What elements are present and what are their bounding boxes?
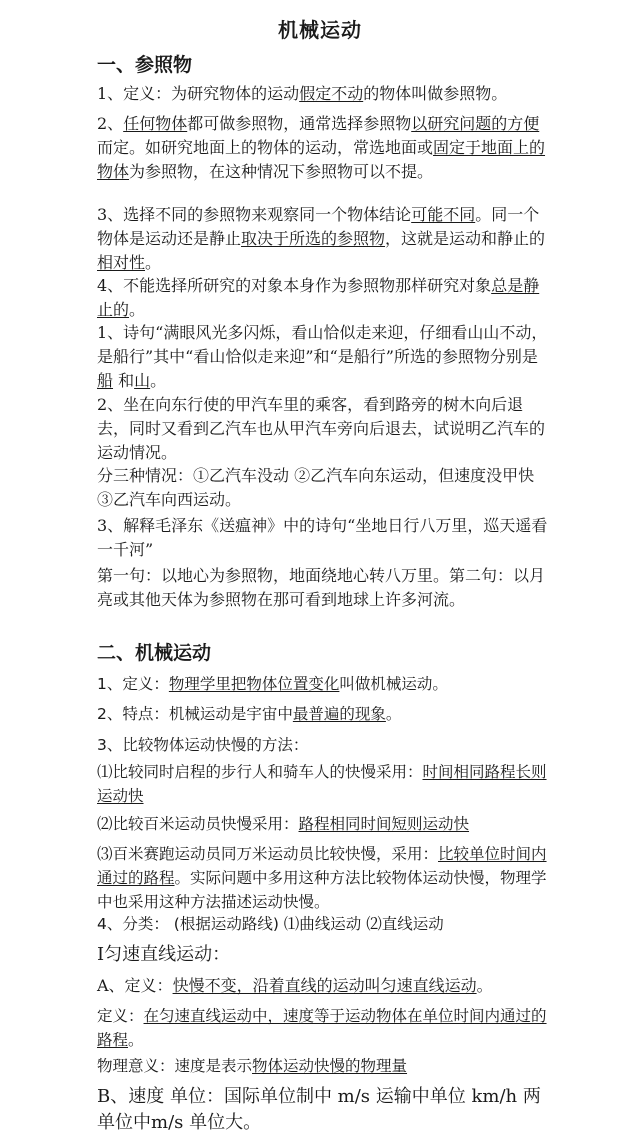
text: 叫做机械运动。	[339, 675, 448, 693]
text: 1、诗句“满眼风光多闪烁，看山恰似走来迎，仔细看山山不动，是船行”其中“看山恰似走来迎”和“是船行”所选的参照物分别是	[97, 323, 548, 366]
example-1	[97, 321, 552, 393]
text: 物理意义：速度是表示	[97, 1057, 253, 1075]
underlined-text: 任何物体	[123, 114, 188, 133]
underlined-text: 船	[97, 371, 114, 390]
text: 的物体叫做参照物。	[363, 84, 508, 103]
underlined-text: 假定不动	[299, 84, 364, 103]
paragraph-s1-4	[97, 274, 552, 322]
text: ⑴比较同时启程的步行人和骑车人的快慢采用：	[97, 763, 423, 781]
underlined-text: 以研究问题的方便	[411, 114, 540, 133]
text: 。同一个物体是运动还是静止	[97, 205, 540, 248]
underlined-text: 相对性	[97, 253, 146, 272]
definition-a	[97, 974, 552, 998]
underlined-text: 山	[134, 371, 151, 390]
underlined-text: 物理学里把物体位置变化	[168, 675, 340, 693]
text: 1、定义：	[97, 675, 169, 693]
paragraph-s2-2	[97, 702, 552, 726]
example-2: 2、坐在向东行使的甲汽车里的乘客，看到路旁的树木向后退去，同时又看到乙汽车也从甲汽车旁向后退去，试说明乙汽车的运动情况。	[97, 395, 546, 462]
text: 。	[145, 253, 162, 272]
method-3	[97, 842, 552, 914]
text: 。实际问题中多用这种方法比较物体运动快慢，物理学中也采用这种方法描述运动快慢。	[97, 869, 547, 911]
text: 而定。如研究地面上的物体的运动，常选地面或	[97, 138, 434, 157]
method-1	[97, 760, 552, 808]
underlined-text: 总是静止的	[97, 276, 540, 319]
example-3: 3、解释毛泽东《送瘟神》中的诗句“坐地日行八万里，巡天遥看一千河”	[97, 516, 548, 559]
text: 都可做参照物，通常选择参照物	[187, 114, 412, 133]
underlined-text: 在匀速直线运动中，速度等于运动物体在单位时间内通过的路程	[97, 1007, 547, 1049]
text: 定义：	[97, 1007, 144, 1025]
text: 。	[150, 371, 167, 390]
paragraph-s2-4: 4、分类： (根据运动路线) ⑴曲线运动 ⑵直线运动	[97, 915, 444, 933]
text: 1、定义：为研究物体的运动	[97, 84, 300, 103]
definition-2	[97, 1004, 552, 1052]
underlined-text: 最普遍的现象	[292, 705, 386, 723]
paragraph-s1-2	[97, 112, 552, 184]
speed-unit: B、速度 单位：国际单位制中 m/s 运输中单位 km/h 两单位中m/s 单位大。	[97, 1086, 541, 1133]
underlined-text: 快慢不变，沿着直线的运动叫匀速直线运动	[172, 976, 477, 995]
text: A、定义：	[97, 976, 173, 995]
physical-meaning	[97, 1054, 552, 1078]
paragraph-s2-3: 3、比较物体运动快慢的方法：	[97, 736, 309, 754]
text: 3、选择不同的参照物来观察同一个物体结论	[97, 205, 412, 224]
underlined-text: 物体运动快慢的物理量	[252, 1057, 408, 1075]
text: 2、	[97, 114, 124, 133]
text: 。	[129, 300, 146, 319]
underlined-text: 时间相同路程长则运动快	[97, 763, 547, 805]
underlined-text: 可能不同	[411, 205, 476, 224]
underlined-text: 取决于所选的参照物	[241, 229, 386, 248]
uniform-motion-heading: Ⅰ匀速直线运动：	[97, 944, 231, 965]
text: ，这就是运动和静止的	[385, 229, 546, 248]
section-heading-reference-object: 一、参照物	[97, 54, 193, 76]
text: ⑶百米赛跑运动员同万米运动员比较快慢，采用：	[97, 845, 439, 863]
underlined-text: 比较单位时间内通过的路程	[97, 845, 547, 887]
text: ⑵比较百米运动员快慢采用：	[97, 815, 299, 833]
example-2-answer: 分三种情况：①乙汽车没动 ②乙汽车向东运动，但速度没甲快 ③乙汽车向西运动。	[97, 466, 535, 509]
text: 为参照物，在这种情况下参照物可以不提。	[129, 162, 434, 181]
paragraph-s1-1	[97, 82, 552, 106]
text: 2、特点：机械运动是宇宙中	[97, 705, 293, 723]
text: 。	[476, 976, 493, 995]
section-heading-mechanical-motion: 二、机械运动	[97, 642, 212, 664]
paragraph-s1-3	[97, 203, 552, 275]
underlined-text: 路程相同时间短则运动快	[298, 815, 470, 833]
paragraph-s2-1	[97, 672, 552, 696]
text: 4、不能选择所研究的对象本身作为参照物那样研究对象	[97, 276, 492, 295]
underlined-text: 固定于地面上的物体	[97, 138, 546, 181]
text: 。	[385, 705, 402, 723]
text: 和	[113, 371, 135, 390]
page-title: 机械运动	[278, 18, 362, 42]
method-2	[97, 812, 552, 836]
example-3-answer: 第一句：以地心为参照物，地面绕地心转八万里。第二句：以月亮或其他天体为参照物在那可看到地球上许多河流。	[97, 566, 546, 609]
text: 。	[128, 1031, 144, 1049]
